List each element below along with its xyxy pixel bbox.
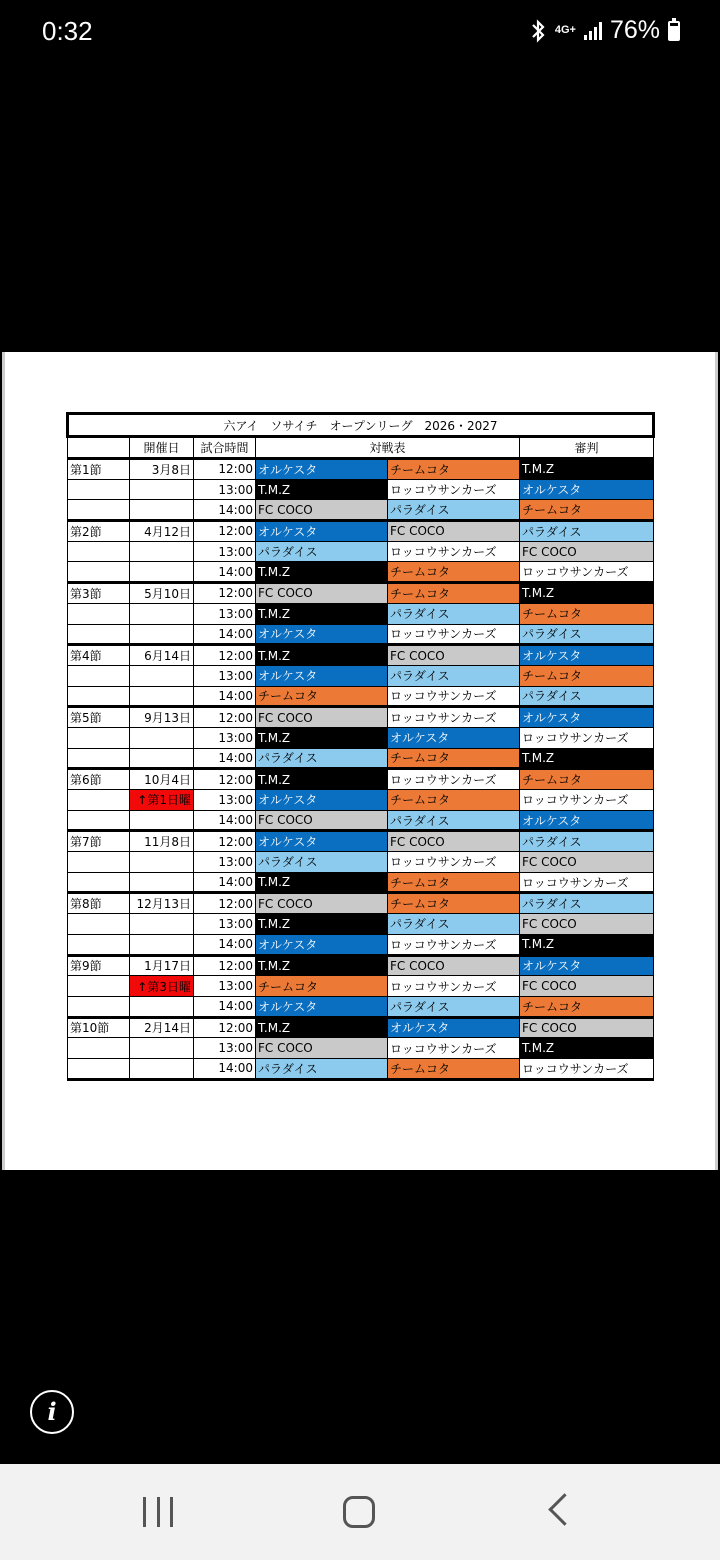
team-away-cell: パラダイス (388, 603, 520, 624)
table-row (68, 562, 654, 583)
signal-icon (584, 22, 602, 40)
status-icons (529, 16, 680, 45)
team-home-cell: パラダイス (256, 1058, 388, 1079)
week-cell: 第7節 (68, 831, 130, 852)
referee-cell: FC COCO (520, 852, 654, 873)
team-home-cell: FC COCO (256, 583, 388, 604)
week-cell (68, 541, 130, 562)
info-icon[interactable]: i (30, 1390, 74, 1434)
week-cell (68, 976, 130, 997)
time-cell: 14:00 (194, 562, 256, 583)
table-row (68, 583, 654, 604)
table-row (68, 893, 654, 914)
referee-cell: FC COCO (520, 541, 654, 562)
referee-cell: ロッコウサンカーズ (520, 872, 654, 893)
team-home-cell: T.M.Z (256, 479, 388, 500)
referee-cell: オルケスタ (520, 810, 654, 831)
table-row (68, 707, 654, 728)
table-row (68, 1038, 654, 1059)
referee-cell: T.M.Z (520, 1038, 654, 1059)
referee-cell: パラダイス (520, 624, 654, 645)
date-cell: 5月10日 (130, 583, 194, 604)
referee-cell: T.M.Z (520, 748, 654, 769)
week-cell (68, 748, 130, 769)
schedule-title: 六アイ ソサイチ オープンリーグ 2026・2027 (68, 414, 654, 437)
week-cell: 第5節 (68, 707, 130, 728)
team-home-cell: FC COCO (256, 1038, 388, 1059)
referee-cell: T.M.Z (520, 934, 654, 955)
week-cell: 第3節 (68, 583, 130, 604)
table-row (68, 521, 654, 542)
table-row (68, 624, 654, 645)
network-type: 4G+ (554, 24, 576, 36)
team-home-cell: オルケスタ (256, 624, 388, 645)
team-away-cell: ロッコウサンカーズ (388, 1038, 520, 1059)
time-cell: 14:00 (194, 1058, 256, 1079)
date-cell: 4月12日 (130, 521, 194, 542)
week-cell (68, 562, 130, 583)
team-away-cell: チームコタ (388, 459, 520, 480)
table-row (68, 976, 654, 997)
time-cell: 12:00 (194, 521, 256, 542)
week-cell (68, 1038, 130, 1059)
referee-cell: オルケスタ (520, 479, 654, 500)
time-cell: 14:00 (194, 748, 256, 769)
status-bar (0, 0, 720, 68)
team-home-cell: T.M.Z (256, 955, 388, 976)
week-cell (68, 914, 130, 935)
date-note-cell (130, 624, 194, 645)
team-home-cell: パラダイス (256, 748, 388, 769)
header-week (68, 437, 130, 459)
team-home-cell: T.M.Z (256, 727, 388, 748)
team-home-cell: オルケスタ (256, 665, 388, 686)
week-cell: 第10節 (68, 1017, 130, 1038)
team-home-cell: T.M.Z (256, 914, 388, 935)
week-cell (68, 852, 130, 873)
schedule-body (68, 459, 654, 1080)
table-row (68, 479, 654, 500)
referee-cell: パラダイス (520, 831, 654, 852)
time-cell: 12:00 (194, 831, 256, 852)
date-cell: 12月13日 (130, 893, 194, 914)
team-away-cell: FC COCO (388, 521, 520, 542)
date-note-cell (130, 686, 194, 707)
table-row (68, 603, 654, 624)
time-cell: 13:00 (194, 727, 256, 748)
date-note-cell (130, 1058, 194, 1079)
time-cell: 13:00 (194, 665, 256, 686)
table-row (68, 831, 654, 852)
table-row (68, 810, 654, 831)
referee-cell: パラダイス (520, 521, 654, 542)
date-note-cell: ↑第1日曜 (130, 790, 194, 811)
referee-cell: オルケスタ (520, 707, 654, 728)
team-away-cell: パラダイス (388, 996, 520, 1017)
time-cell: 14:00 (194, 810, 256, 831)
referee-cell: パラダイス (520, 686, 654, 707)
referee-cell: チームコタ (520, 603, 654, 624)
home-icon[interactable] (343, 1496, 375, 1528)
date-note-cell (130, 748, 194, 769)
table-row (68, 727, 654, 748)
date-cell: 10月4日 (130, 769, 194, 790)
table-row (68, 852, 654, 873)
table-row (68, 645, 654, 666)
week-cell (68, 665, 130, 686)
time-cell: 12:00 (194, 583, 256, 604)
team-home-cell: T.M.Z (256, 769, 388, 790)
team-away-cell: チームコタ (388, 748, 520, 769)
time-cell: 14:00 (194, 500, 256, 521)
time-cell: 13:00 (194, 603, 256, 624)
team-home-cell: T.M.Z (256, 645, 388, 666)
date-cell: 3月8日 (130, 459, 194, 480)
time-cell: 13:00 (194, 790, 256, 811)
time-cell: 12:00 (194, 769, 256, 790)
team-home-cell: T.M.Z (256, 1017, 388, 1038)
team-away-cell: チームコタ (388, 790, 520, 811)
team-away-cell: ロッコウサンカーズ (388, 541, 520, 562)
team-home-cell: FC COCO (256, 893, 388, 914)
team-home-cell: オルケスタ (256, 831, 388, 852)
header-time: 試合時間 (194, 437, 256, 459)
date-note-cell: ↑第3日曜 (130, 976, 194, 997)
team-home-cell: FC COCO (256, 810, 388, 831)
team-away-cell: パラダイス (388, 665, 520, 686)
time-cell: 13:00 (194, 976, 256, 997)
team-away-cell: ロッコウサンカーズ (388, 479, 520, 500)
team-away-cell: チームコタ (388, 1058, 520, 1079)
week-cell (68, 996, 130, 1017)
week-cell: 第6節 (68, 769, 130, 790)
date-note-cell (130, 934, 194, 955)
week-cell (68, 479, 130, 500)
time-cell: 12:00 (194, 955, 256, 976)
date-note-cell (130, 852, 194, 873)
date-cell: 6月14日 (130, 645, 194, 666)
team-away-cell: オルケスタ (388, 1017, 520, 1038)
time-cell: 14:00 (194, 934, 256, 955)
referee-cell: チームコタ (520, 769, 654, 790)
recent-apps-icon[interactable] (143, 1497, 173, 1527)
table-row (68, 955, 654, 976)
table-row (68, 934, 654, 955)
table-row (68, 790, 654, 811)
date-cell: 2月14日 (130, 1017, 194, 1038)
date-cell: 11月8日 (130, 831, 194, 852)
week-cell (68, 727, 130, 748)
team-away-cell: FC COCO (388, 645, 520, 666)
time-cell: 12:00 (194, 1017, 256, 1038)
referee-cell: パラダイス (520, 893, 654, 914)
referee-cell: FC COCO (520, 1017, 654, 1038)
team-away-cell: パラダイス (388, 914, 520, 935)
referee-cell: チームコタ (520, 996, 654, 1017)
team-home-cell: オルケスタ (256, 996, 388, 1017)
time-cell: 12:00 (194, 645, 256, 666)
week-cell: 第9節 (68, 955, 130, 976)
bluetooth-icon (529, 19, 547, 43)
time-cell: 14:00 (194, 624, 256, 645)
date-note-cell (130, 541, 194, 562)
week-cell: 第2節 (68, 521, 130, 542)
team-home-cell: FC COCO (256, 707, 388, 728)
team-home-cell: FC COCO (256, 500, 388, 521)
week-cell: 第8節 (68, 893, 130, 914)
table-row (68, 872, 654, 893)
team-away-cell: オルケスタ (388, 727, 520, 748)
week-cell (68, 790, 130, 811)
week-cell: 第1節 (68, 459, 130, 480)
table-row (68, 541, 654, 562)
referee-cell: ロッコウサンカーズ (520, 790, 654, 811)
time-cell: 12:00 (194, 893, 256, 914)
referee-cell: オルケスタ (520, 645, 654, 666)
date-note-cell (130, 727, 194, 748)
navigation-bar (0, 1464, 720, 1560)
table-row (68, 1017, 654, 1038)
referee-cell: FC COCO (520, 976, 654, 997)
table-row (68, 996, 654, 1017)
week-cell (68, 686, 130, 707)
date-cell: 9月13日 (130, 707, 194, 728)
referee-cell: チームコタ (520, 665, 654, 686)
date-note-cell (130, 914, 194, 935)
team-away-cell: ロッコウサンカーズ (388, 769, 520, 790)
schedule-table (66, 412, 655, 1081)
time-cell: 13:00 (194, 1038, 256, 1059)
table-row (68, 1058, 654, 1079)
week-cell (68, 603, 130, 624)
table-row (68, 459, 654, 480)
date-note-cell (130, 810, 194, 831)
team-home-cell: オルケスタ (256, 459, 388, 480)
status-time: 0:32 (42, 16, 93, 46)
week-cell (68, 872, 130, 893)
table-row (68, 665, 654, 686)
time-cell: 14:00 (194, 996, 256, 1017)
time-cell: 12:00 (194, 459, 256, 480)
header-referee: 審判 (520, 437, 654, 459)
battery-icon (668, 21, 680, 41)
date-cell: 1月17日 (130, 955, 194, 976)
referee-cell: T.M.Z (520, 459, 654, 480)
team-away-cell: ロッコウサンカーズ (388, 624, 520, 645)
time-cell: 14:00 (194, 686, 256, 707)
team-home-cell: オルケスタ (256, 521, 388, 542)
week-cell (68, 934, 130, 955)
date-note-cell (130, 872, 194, 893)
date-note-cell (130, 1038, 194, 1059)
team-away-cell: ロッコウサンカーズ (388, 934, 520, 955)
team-away-cell: ロッコウサンカーズ (388, 852, 520, 873)
team-away-cell: FC COCO (388, 831, 520, 852)
referee-cell: チームコタ (520, 500, 654, 521)
team-home-cell: オルケスタ (256, 934, 388, 955)
table-row (68, 686, 654, 707)
team-home-cell: T.M.Z (256, 872, 388, 893)
date-note-cell (130, 603, 194, 624)
team-away-cell: チームコタ (388, 872, 520, 893)
week-cell (68, 810, 130, 831)
date-note-cell (130, 500, 194, 521)
week-cell (68, 500, 130, 521)
referee-cell: ロッコウサンカーズ (520, 1058, 654, 1079)
team-home-cell: オルケスタ (256, 790, 388, 811)
team-home-cell: パラダイス (256, 852, 388, 873)
referee-cell: ロッコウサンカーズ (520, 562, 654, 583)
team-away-cell: チームコタ (388, 893, 520, 914)
team-away-cell: ロッコウサンカーズ (388, 976, 520, 997)
week-cell: 第4節 (68, 645, 130, 666)
date-note-cell (130, 562, 194, 583)
team-away-cell: ロッコウサンカーズ (388, 707, 520, 728)
table-row (68, 769, 654, 790)
time-cell: 13:00 (194, 852, 256, 873)
team-home-cell: T.M.Z (256, 603, 388, 624)
team-away-cell: チームコタ (388, 583, 520, 604)
header-matchup: 対戦表 (256, 437, 520, 459)
referee-cell: ロッコウサンカーズ (520, 727, 654, 748)
team-home-cell: T.M.Z (256, 562, 388, 583)
team-away-cell: FC COCO (388, 955, 520, 976)
referee-cell: FC COCO (520, 914, 654, 935)
team-away-cell: ロッコウサンカーズ (388, 686, 520, 707)
week-cell (68, 1058, 130, 1079)
table-row (68, 914, 654, 935)
referee-cell: T.M.Z (520, 583, 654, 604)
back-icon[interactable] (548, 1493, 581, 1526)
time-cell: 12:00 (194, 707, 256, 728)
date-note-cell (130, 996, 194, 1017)
team-home-cell: チームコタ (256, 976, 388, 997)
table-row (68, 500, 654, 521)
team-away-cell: パラダイス (388, 810, 520, 831)
team-home-cell: チームコタ (256, 686, 388, 707)
team-away-cell: パラダイス (388, 500, 520, 521)
team-home-cell: パラダイス (256, 541, 388, 562)
battery-percent: 76% (609, 16, 660, 44)
time-cell: 13:00 (194, 479, 256, 500)
time-cell: 13:00 (194, 914, 256, 935)
referee-cell: オルケスタ (520, 955, 654, 976)
header-date: 開催日 (130, 437, 194, 459)
date-note-cell (130, 665, 194, 686)
team-away-cell: チームコタ (388, 562, 520, 583)
time-cell: 13:00 (194, 541, 256, 562)
time-cell: 14:00 (194, 872, 256, 893)
table-row (68, 748, 654, 769)
date-note-cell (130, 479, 194, 500)
week-cell (68, 624, 130, 645)
